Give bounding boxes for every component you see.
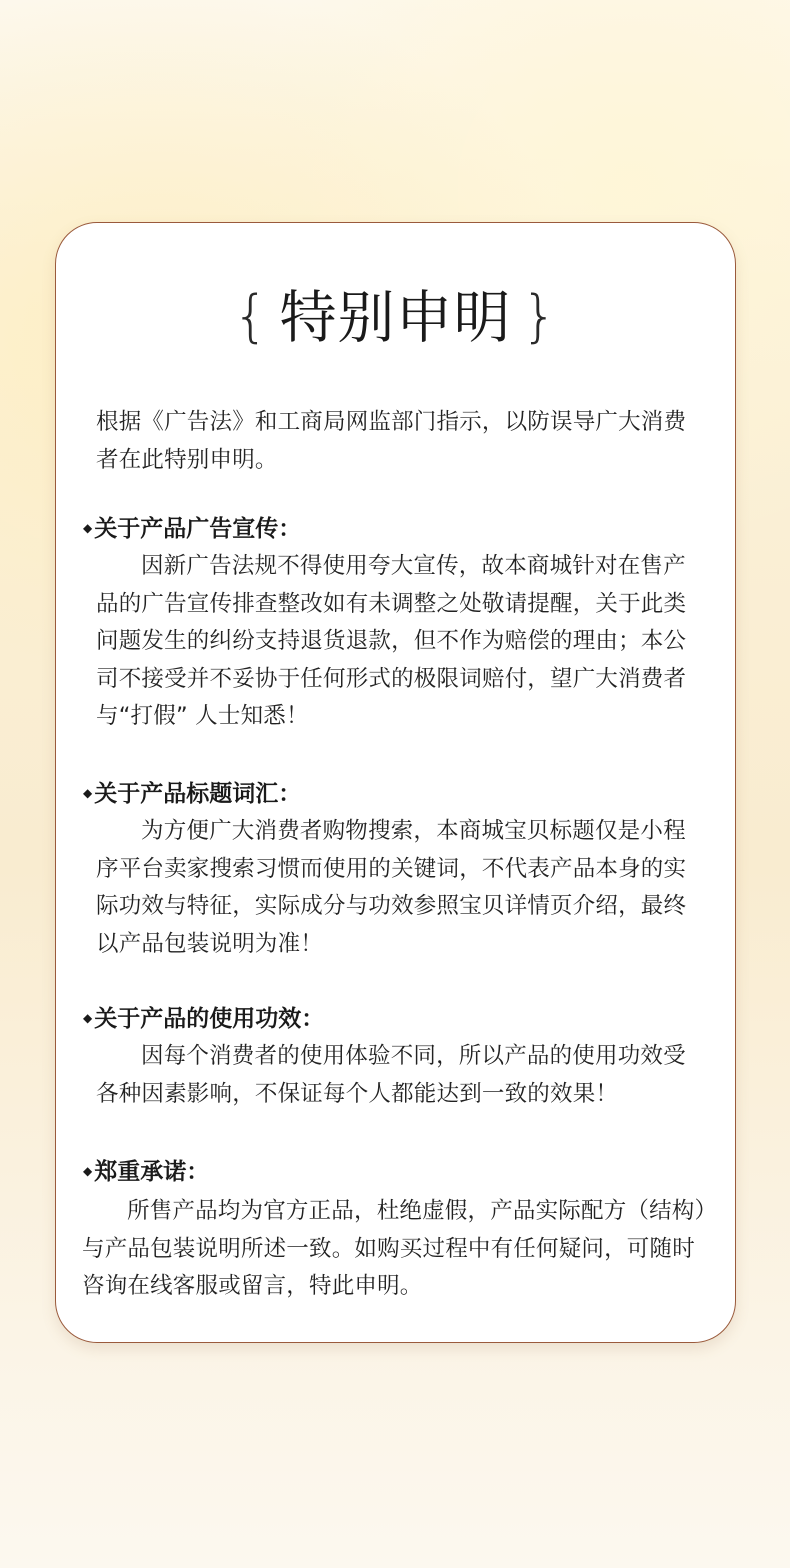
diamond-bullet-icon: ◆ — [83, 521, 93, 535]
section-heading-text: 关于产品的使用功效： — [94, 1006, 325, 1032]
diamond-bullet-icon: ◆ — [83, 1011, 93, 1025]
left-brace: { — [232, 284, 270, 349]
page-title — [56, 277, 735, 358]
section-heading-text: 关于产品标题词汇： — [94, 781, 302, 807]
intro-paragraph: 根据《广告法》和工商局网监部门指示，以防误导广大消费者在此特别申明。 — [96, 409, 687, 473]
diamond-bullet-icon: ◆ — [83, 1164, 93, 1178]
section-heading-title-words — [83, 777, 301, 810]
section-heading-text: 关于产品广告宣传： — [94, 516, 302, 542]
section-heading-commitment — [83, 1155, 209, 1188]
section-heading-efficacy — [83, 1002, 324, 1035]
right-brace: } — [521, 284, 559, 349]
diamond-bullet-icon: ◆ — [83, 786, 93, 800]
section-body-efficacy: 因每个消费者的使用体验不同，所以产品的使用功效受各种因素影响，不保证每个人都能达到一致的效果！ — [96, 1043, 686, 1107]
statement-card — [55, 222, 736, 1343]
section-heading-advertising — [83, 512, 301, 545]
section-body-title-words: 为方便广大消费者购物搜索，本商城宝贝标题仅是小程序平台卖家搜索习惯而使用的关键词，不代表产品本身的实际功效与特征，实际成分与功效参照宝贝详情页介绍，最终以产品包装说明为准！ — [96, 818, 687, 957]
section-body-advertising: 因新广告法规不得使用夸大宣传，故本商城针对在售产品的广告宣传排查整改如有未调整之处敬请提醒，关于此类问题发生的纠纷支持退货退款，但不作为赔偿的理由；本公司不接受并不妥协于任何形式的极限词赔付，望广大消费者与“打假” 人士知悉！ — [96, 553, 687, 729]
title-text: 特别申明 — [279, 285, 512, 351]
section-body-commitment: 所售产品均为官方正品，杜绝虚假，产品实际配方（结构）与产品包装说明所述一致。如购买过程中有任何疑问，可随时咨询在线客服或留言，特此申明。 — [82, 1198, 706, 1299]
section-heading-text: 郑重承诺： — [94, 1159, 210, 1185]
